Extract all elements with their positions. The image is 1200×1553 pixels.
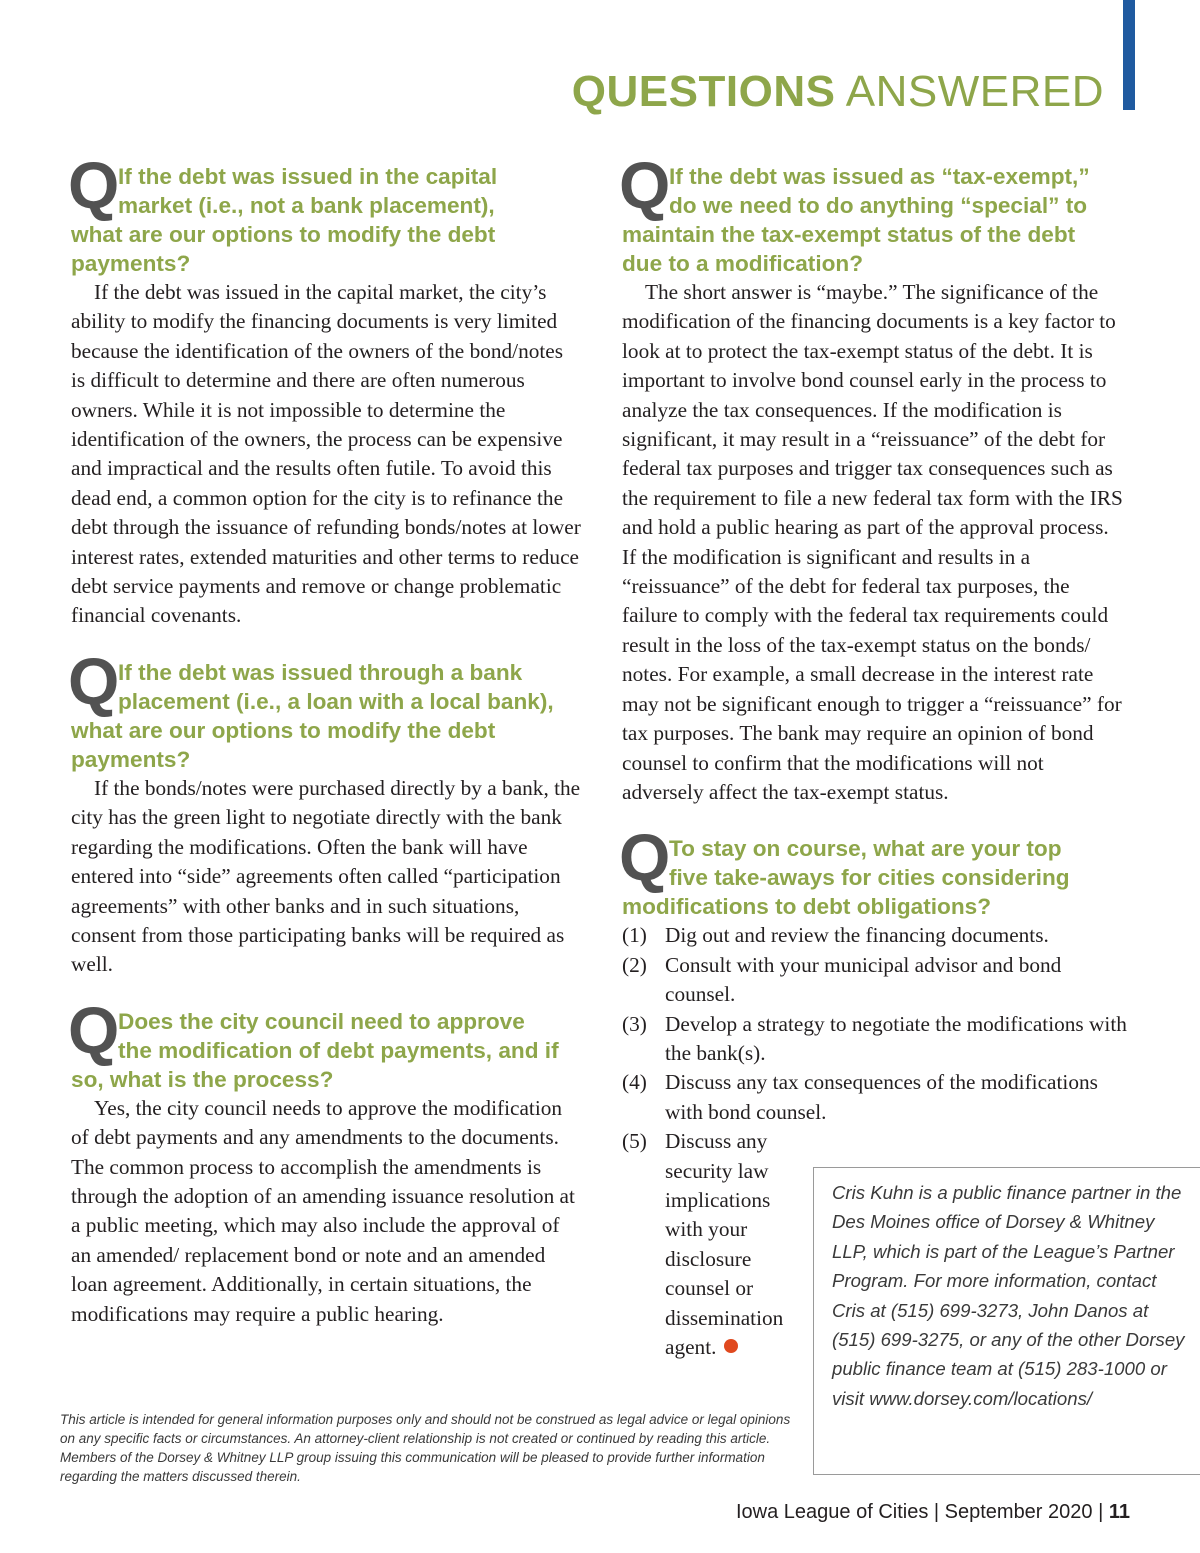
answer-text: Yes, the city council needs to approve the modification of debt payments and any amendments to the documents. The common process to accomplish the amendments is through the adoption of an amending issuance resolution at a public meeting, which may also include the approval of an amended/ replacement bond or note and an amended loan agreement. Additionally, in certain situations, the modifications may require a public hearing. [71,1095,575,1326]
legal-disclaimer: This article is intended for general information purposes only and should not be construed as legal advice or legal opinions on any specific facts or circumstances. An attorney-client relationship is not created or continued by reading this article. Members of the Dorsey & Whitney LLP group issuing this communication will be pleased to provide further information regarding the matters discussed therein. [60,1412,791,1484]
question-line: If the debt was issued through a bank [118,659,523,685]
page-number: 11 [1108,1501,1130,1523]
question-line: If the debt was issued as “tax-exempt,” [669,164,1090,189]
take-away-text: Discuss any security law implications with your disclosure counsel or dissemination agent. [665,1129,784,1359]
header-accent-bar [1123,0,1135,110]
qa-block-tax-exempt [619,148,1127,807]
question-text [71,162,581,278]
take-away-number: (1) [622,923,647,948]
question-line: what are our options to modify the debt [71,717,496,743]
question-line: If the debt was issued in the capital [118,164,498,189]
question-line: placement (i.e., a loan with a local bank), [118,688,554,714]
question-line: do we need to do anything “special” to [669,193,1088,218]
question-line: Does the city council need to approve [118,1008,525,1034]
question-heading [619,820,1127,921]
question-line: five take-aways for cities considering [669,865,1070,891]
page-footer [736,1499,1130,1525]
section-title [572,66,1104,118]
left-column [68,148,581,1329]
q-drop-cap: Q [68,992,120,1067]
question-line: the modification of debt payments, and if [118,1037,559,1063]
question-line: maintain the tax-exempt status of the debt [622,222,1076,247]
take-away-number: (5) [622,1129,647,1154]
take-away-item [622,1010,1127,1069]
question-line: payments? [71,251,191,276]
question-line: modifications to debt obligations? [622,894,992,920]
take-away-number: (3) [622,1011,647,1036]
question-heading [68,992,581,1094]
answer-text: If the bonds/notes were purchased directly by a bank, the city has the green light to negotiate directly with the bank regarding the modifications. Often the bank will have entered into “side” agreements often called “participation agreements” with other banks and in such situations, consent from those participating banks will be required as well. [71,775,581,977]
question-heading [68,148,581,278]
question-text [622,834,1127,921]
section-title-bold: QUESTIONS [571,67,836,116]
question-text [622,162,1127,278]
answer-text: If the debt was issued in the capital market, the city’s ability to modify the financing documents is very limited because the identification of the owners of the bond/notes is difficult to determine and there are often numerous owners. While it is not impossible to determine the identification of the owners, the process can be expensive and impractical and the results often futile. To avoid this dead end, a common option for the city is to refinance the debt through the issuance of refunding bonds/notes at lower interest rates, extended maturities and other terms to reduce debt service payments and remove or change problematic financial covenants. [71,280,581,628]
q-drop-cap: Q [68,643,120,718]
take-away-item [622,921,1127,950]
take-away-text: Dig out and review the financing documents. [665,923,1049,948]
q-drop-cap: Q [619,148,671,222]
take-away-number: (4) [622,1070,647,1095]
qa-block-capital-market [68,148,581,631]
question-line: due to a modification? [622,251,863,276]
take-away-text: Develop a strategy to negotiate the modifications with the bank(s). [665,1011,1127,1065]
publication-info: Iowa League of Cities | September 2020 | [735,1501,1104,1523]
question-heading [68,643,581,774]
take-away-text: Consult with your municipal advisor and bond counsel. [665,952,1062,1007]
question-text [71,658,581,774]
question-line: To stay on course, what are your top [669,836,1062,862]
qa-block-city-council [68,992,581,1329]
take-away-item [622,951,1127,1010]
author-bio-text: Cris Kuhn is a public finance partner in the Des Moines office of Dorsey & Whitney LLP, which is part of the League’s Partner Program. For more information, contact Cris at (515) 699-3273, John Danos at (515) 699-3275, or any of the other Dorsey public finance team at (515) 283-1000 or visit www.dorsey.com/locations/ [832,1182,1185,1409]
take-away-number: (2) [622,952,647,977]
take-away-item [622,1127,795,1362]
question-heading [619,148,1127,278]
question-line: market (i.e., not a bank placement), [118,193,495,218]
question-line: what are our options to modify the debt [71,222,496,247]
take-away-item [622,1068,1127,1127]
question-text [71,1007,581,1094]
answer-text: The short answer is “maybe.” The significance of the modification of the financing documents is a key factor to look at to protect the tax-exempt status of the debt. It is important to involve bond counsel early in the process to analyze the tax consequences. If the modification is significant, it may result in a “reissuance” of the debt for federal tax purposes and trigger tax consequences such as the requirement to file a new federal tax form with the IRS and hold a public hearing as part of the approval process. If the modification is significant and results in a “reissuance” of the debt for federal tax purposes, the failure to comply with the federal tax requirements could result in the loss of the tax-exempt status on the bonds/ notes. For example, a small decrease in the interest rate may not be significant enough to trigger a “reissuance” for tax purposes. The bank may require an opinion of bond counsel to confirm that the modifications will not adversely affect the tax-exempt status. [622,280,1123,804]
article-end-mark-icon [724,1339,738,1353]
section-title-rest: ANSWERED [845,67,1104,116]
author-bio-box [813,1167,1200,1475]
take-away-text: Discuss any tax consequences of the modifications with bond counsel. [665,1070,1098,1124]
q-drop-cap: Q [68,148,120,222]
question-line: payments? [71,746,191,772]
qa-block-bank-placement [68,643,581,980]
question-line: so, what is the process? [71,1066,334,1092]
q-drop-cap: Q [619,820,671,895]
